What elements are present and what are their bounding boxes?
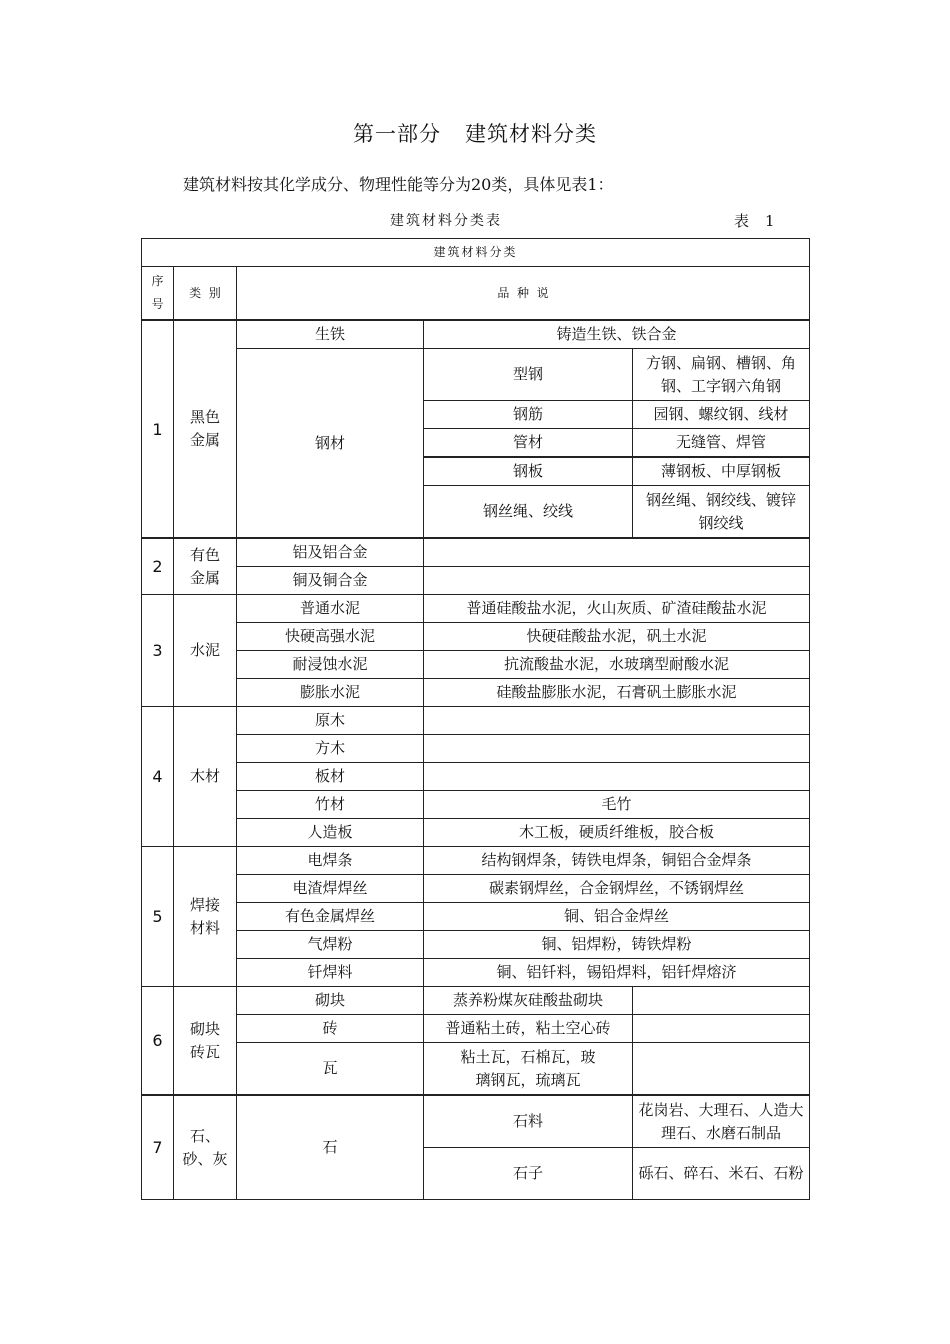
row-category: 有色金属 (174, 538, 237, 595)
detail-cell: 钢丝绳、钢绞线、镀锌钢绞线 (633, 486, 810, 539)
detail-cell: 普通粘土砖，粘土空心砖 (424, 1015, 633, 1043)
col-header-category: 类 别 (174, 267, 237, 321)
detail-cell-empty (424, 538, 810, 567)
subtype-cell: 钢材 (237, 349, 424, 539)
detail-cell: 毛竹 (424, 791, 810, 819)
subtype-cell: 铝及铝合金 (237, 538, 424, 567)
row-number: 2 (142, 538, 174, 595)
table-header-title: 建筑材料分类 (142, 239, 810, 267)
detail-cell-empty (633, 1015, 810, 1043)
subtype-cell: 砌块 (237, 987, 424, 1015)
subtype-cell: 电渣焊焊丝 (237, 875, 424, 903)
subtype-cell: 有色金属焊丝 (237, 903, 424, 931)
detail-cell: 园钢、螺纹钢、线材 (633, 401, 810, 429)
detail-cell: 结构钢焊条，铸铁电焊条，铜铝合金焊条 (424, 847, 810, 875)
subtype-cell: 瓦 (237, 1043, 424, 1096)
row-category: 焊接材料 (174, 847, 237, 987)
row-number: 1 (142, 320, 174, 538)
detail-cell: 方钢、扁钢、槽钢、角钢、工字钢六角钢 (633, 349, 810, 401)
detail-cell: 薄钢板、中厚钢板 (633, 457, 810, 486)
subtype-cell: 气焊粉 (237, 931, 424, 959)
page-title: 第一部分 建筑材料分类 (353, 122, 597, 146)
detail-cell: 碳素钢焊丝，合金钢焊丝，不锈钢焊丝 (424, 875, 810, 903)
detail-cell: 快硬硅酸盐水泥，矾土水泥 (424, 623, 810, 651)
detail-cell: 蒸养粉煤灰硅酸盐砌块 (424, 987, 633, 1015)
subtype-cell: 原木 (237, 707, 424, 735)
col-header-seq: 序号 (142, 267, 174, 321)
detail-cell: 硅酸盐膨胀水泥，石膏矾土膨胀水泥 (424, 679, 810, 707)
detail-cell-empty (633, 987, 810, 1015)
subtype-cell: 普通水泥 (237, 595, 424, 623)
row-number: 7 (142, 1095, 174, 1200)
subtype-cell: 型钢 (424, 349, 633, 401)
subtype-cell: 板材 (237, 763, 424, 791)
detail-cell-empty (424, 707, 810, 735)
subtype-cell: 生铁 (237, 320, 424, 349)
subtype-cell: 石 (237, 1095, 424, 1200)
row-number: 4 (142, 707, 174, 847)
row-number: 6 (142, 987, 174, 1096)
row-category: 木材 (174, 707, 237, 847)
detail-cell-empty (424, 735, 810, 763)
row-number: 5 (142, 847, 174, 987)
detail-cell: 铜、铝合金焊丝 (424, 903, 810, 931)
row-category: 黑色金属 (174, 320, 237, 538)
subtype-cell: 管材 (424, 429, 633, 458)
detail-cell: 砾石、碎石、米石、石粉 (633, 1148, 810, 1200)
subtype-cell: 钢丝绳、绞线 (424, 486, 633, 539)
detail-cell: 粘土瓦，石棉瓦，玻璃钢瓦，琉璃瓦 (424, 1043, 633, 1096)
table-number: 表 1 (734, 212, 775, 230)
detail-cell: 无缝管、焊管 (633, 429, 810, 458)
detail-cell: 铸造生铁、铁合金 (424, 320, 810, 349)
subtype-cell: 人造板 (237, 819, 424, 847)
row-number: 3 (142, 595, 174, 707)
materials-table (141, 238, 810, 1200)
detail-cell: 花岗岩、大理石、人造大理石、水磨石制品 (633, 1095, 810, 1148)
subtype-cell: 竹材 (237, 791, 424, 819)
detail-cell-empty (424, 763, 810, 791)
row-category: 石、砂、灰 (174, 1095, 237, 1200)
detail-cell-empty (424, 567, 810, 595)
subtype-cell: 钢板 (424, 457, 633, 486)
detail-cell: 铜、铝焊粉，铸铁焊粉 (424, 931, 810, 959)
subtype-cell: 方木 (237, 735, 424, 763)
subtype-cell: 膨胀水泥 (237, 679, 424, 707)
detail-cell: 普通硅酸盐水泥，火山灰质、矿渣硅酸盐水泥 (424, 595, 810, 623)
intro-paragraph: 建筑材料按其化学成分、物理性能等分为20类，具体见表1： (183, 175, 614, 194)
subtype-cell: 砖 (237, 1015, 424, 1043)
subtype-cell: 快硬高强水泥 (237, 623, 424, 651)
row-category: 水泥 (174, 595, 237, 707)
subtype-cell: 铜及铜合金 (237, 567, 424, 595)
detail-cell-empty (633, 1043, 810, 1096)
subtype-cell: 耐浸蚀水泥 (237, 651, 424, 679)
row-category: 砌块砖瓦 (174, 987, 237, 1096)
detail-cell: 铜、铝钎料，锡铅焊料，铝钎焊熔济 (424, 959, 810, 987)
subtype-cell: 电焊条 (237, 847, 424, 875)
subtype-cell: 钢筋 (424, 401, 633, 429)
detail-cell: 木工板，硬质纤维板，胶合板 (424, 819, 810, 847)
subtype-cell: 石子 (424, 1148, 633, 1200)
table-caption: 建筑材料分类表 (390, 213, 502, 229)
subtype-cell: 钎焊料 (237, 959, 424, 987)
col-header-detail: 品 种 说 (237, 267, 810, 321)
subtype-cell: 石料 (424, 1095, 633, 1148)
detail-cell: 抗流酸盐水泥，水玻璃型耐酸水泥 (424, 651, 810, 679)
